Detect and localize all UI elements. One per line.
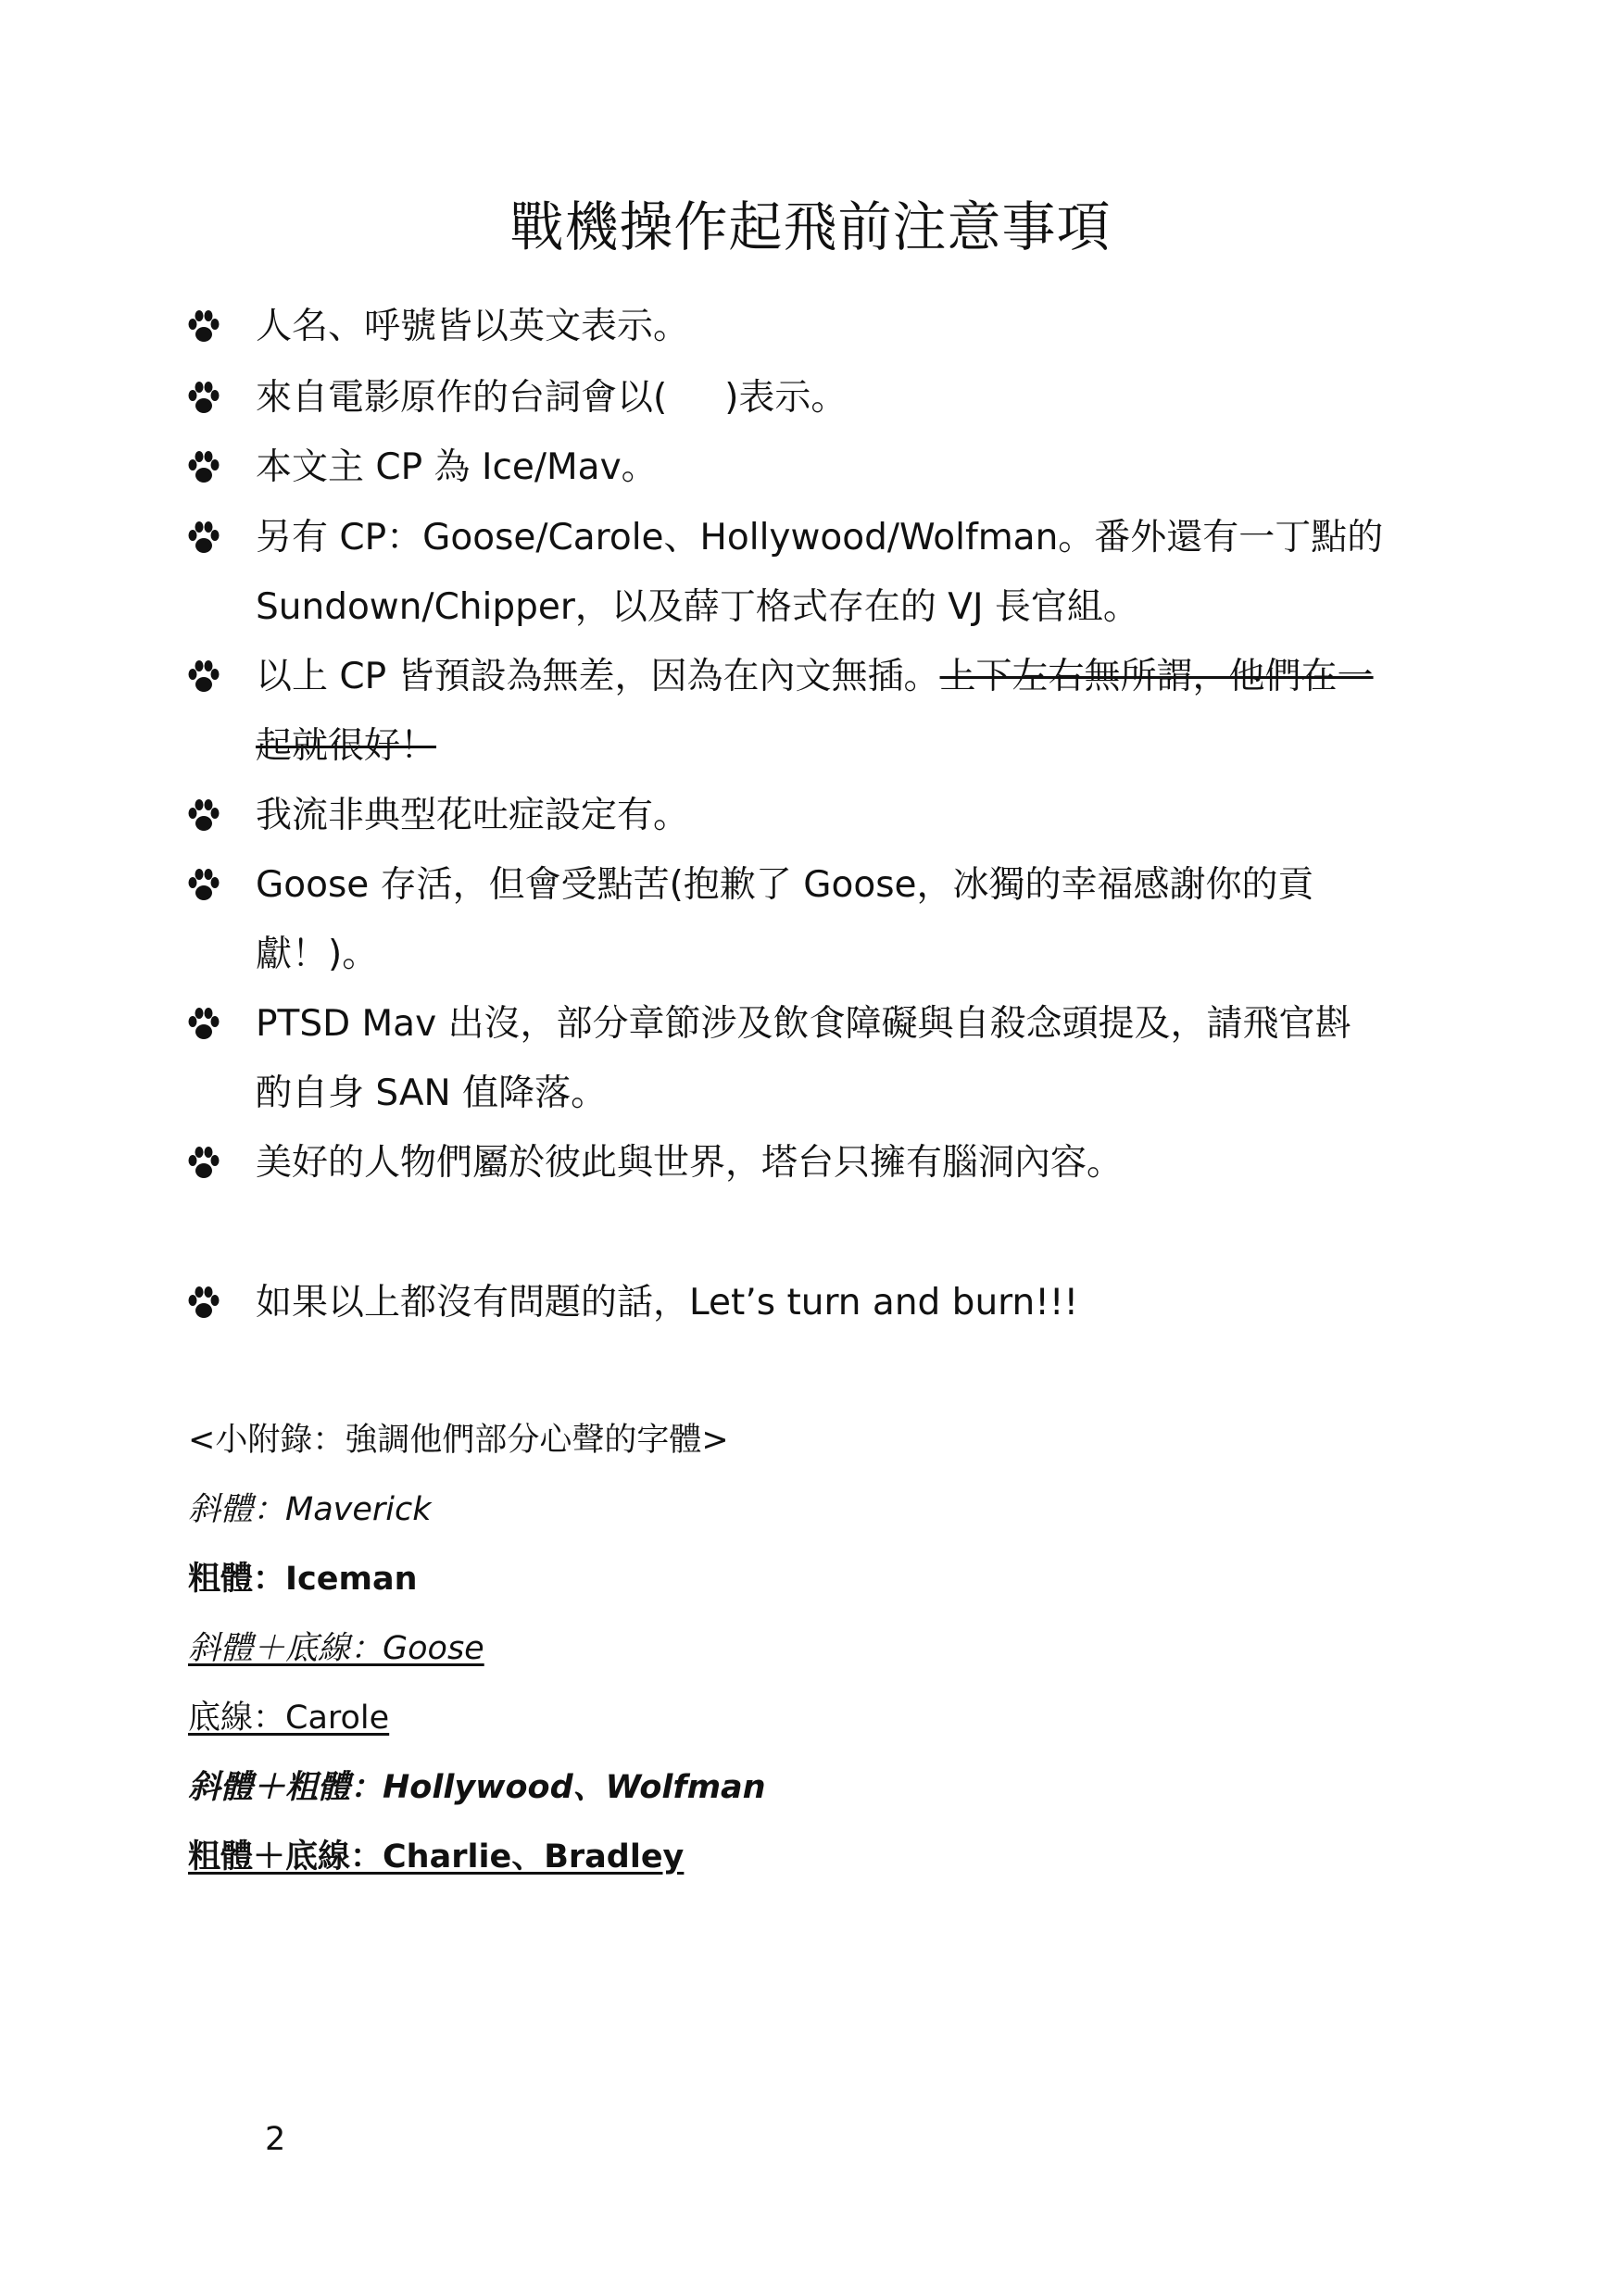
appendix-entry-italic-bold: 斜體＋粗體：Hollywood、Wolfman (188, 1769, 766, 1806)
appendix-entry-underline: 底線：Carole (188, 1700, 390, 1737)
paw-print-icon (185, 1006, 222, 1043)
paw-print-icon (185, 1145, 222, 1182)
bullet-text: 我流非典型花吐症設定有。 (256, 795, 690, 836)
bullet-text: PTSD Mav 出沒，部分章節涉及飲食障礙與自殺念頭提及，請飛官斟酌自身 SAN 值降落。 (256, 1003, 1351, 1114)
bullet-text: Goose 存活，但會受點苦(抱歉了 Goose，冰獨的幸福感謝你的貢獻！)。 (256, 864, 1314, 975)
bullet-item-9 (185, 1128, 1389, 1198)
appendix-entry-bold: 粗體：Iceman (188, 1561, 418, 1598)
bullet-item-7 (185, 850, 1389, 989)
bullet-item-5 (185, 642, 1389, 781)
bullet-item-1 (185, 292, 1389, 361)
bullet-text: 人名、呼號皆以英文表示。 (256, 306, 690, 347)
appendix-heading: <小附錄：強調他們部分心聲的字體> (188, 1422, 729, 1459)
bullet-plain-text: 以上 CP 皆預設為無差，因為在內文無插。 (256, 656, 940, 697)
bullet-item-2 (185, 363, 1389, 433)
bullet-item-4 (185, 503, 1389, 642)
bullet-item-10 (185, 1268, 1389, 1337)
bullet-text: 如果以上都沒有問題的話，Let’s turn and burn!!! (256, 1282, 1079, 1324)
bullet-text: 另有 CP：Goose/Carole、Hollywood/Wolfman。番外還有一丁點的 Sundown/Chipper，以及薛丁格式存在的 VJ 長官組。 (256, 517, 1384, 628)
appendix-entry-bold-underline: 粗體＋底線：Charlie、Bradley (188, 1838, 685, 1876)
page-title: 戰機操作起飛前注意事項 (509, 195, 1112, 258)
page-number: 2 (265, 2121, 286, 2158)
paw-print-icon (185, 449, 222, 486)
paw-print-icon (185, 520, 222, 557)
paw-print-icon (185, 308, 222, 345)
bullet-item-8 (185, 989, 1389, 1128)
bullet-text: 美好的人物們屬於彼此與世界，塔台只擁有腦洞內容。 (256, 1142, 1124, 1184)
bullet-item-3 (185, 433, 1389, 502)
bullet-text (256, 642, 1386, 781)
paw-print-icon (185, 1285, 222, 1322)
paw-print-icon (185, 659, 222, 696)
bullet-text: 來自電影原作的台詞會以( )表示。 (256, 377, 848, 419)
paw-print-icon (185, 867, 222, 904)
struck-text: 上下左右無所謂，他們在一起就很好！ (256, 656, 1374, 767)
appendix-entry-italic-underline: 斜體＋底線：Goose (188, 1630, 484, 1667)
bullet-text: 本文主 CP 為 Ice/Mav。 (256, 446, 658, 488)
paw-print-icon (185, 797, 222, 834)
paw-print-icon (185, 380, 222, 417)
bullet-item-6 (185, 781, 1389, 850)
appendix-entry-italic: 斜體：Maverick (188, 1491, 432, 1528)
